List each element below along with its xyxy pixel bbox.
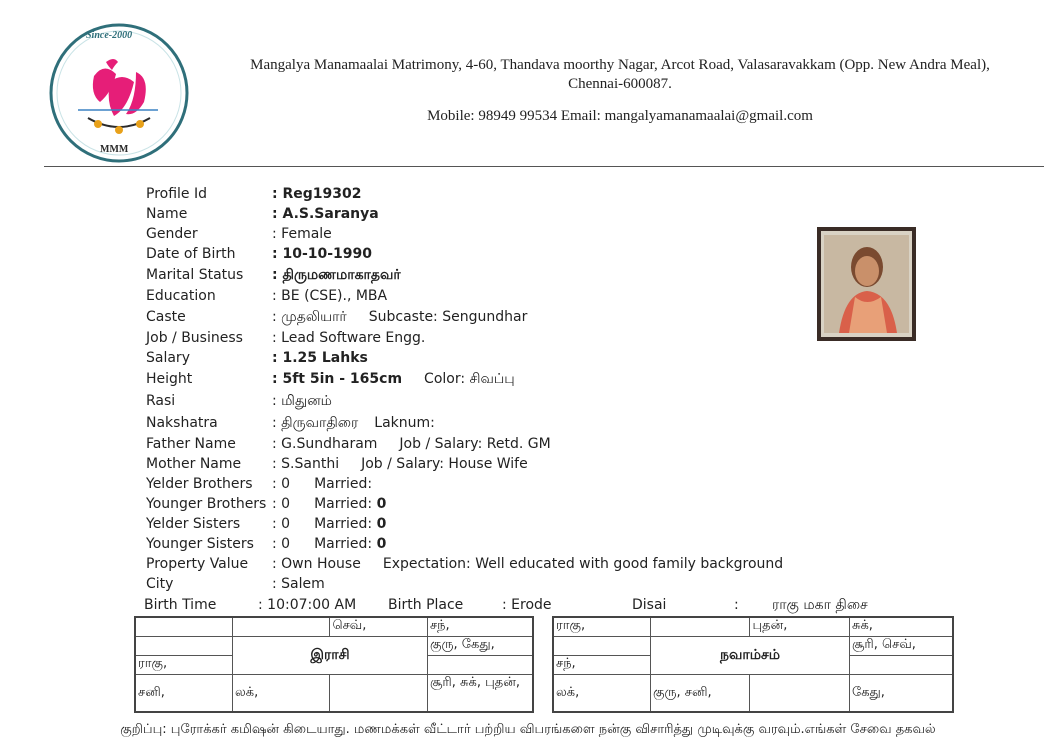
label: City <box>146 576 174 592</box>
header <box>0 0 1056 166</box>
rasi-cell: குரு, கேது, <box>427 637 533 656</box>
married-value: 0 <box>376 496 387 512</box>
label: Name <box>146 206 188 222</box>
married-label: Married: <box>314 476 373 492</box>
married-value: 0 <box>376 536 387 552</box>
label: Profile Id <box>146 186 207 202</box>
value: : திருமணமாகாதவர் <box>272 267 401 283</box>
mother-job: Job / Salary: House Wife <box>361 456 528 472</box>
navamsam-chart-title: நவாம்சம் <box>651 637 850 675</box>
value: : 5ft 5in - 165cm <box>272 371 403 387</box>
value: : G.Sundharam <box>272 436 378 452</box>
value: : 0 <box>272 516 291 532</box>
rasi-cell: ராகு, <box>135 656 233 675</box>
value: : 10-10-1990 <box>272 246 373 262</box>
rasi-cell: சந், <box>427 617 533 637</box>
navamsam-cell: சந், <box>553 656 651 675</box>
value: : Reg19302 <box>272 186 362 202</box>
navamsam-cell <box>750 675 850 713</box>
label: Salary <box>146 350 190 366</box>
rasi-cell <box>233 617 330 637</box>
navamsam-chart <box>552 616 954 713</box>
label: Nakshatra <box>146 415 218 431</box>
profile-photo <box>817 227 916 341</box>
label: Rasi <box>146 393 176 409</box>
label: Job / Business <box>146 330 243 346</box>
birth-place-label: Birth Place <box>388 597 464 613</box>
value: : முதலியார் <box>272 309 347 325</box>
disai-label: Disai <box>632 597 667 613</box>
married-label: Married: <box>314 496 373 512</box>
logo-text-top: Since-2000 <box>86 30 133 41</box>
navamsam-cell: சுக், <box>849 617 953 637</box>
label: Property Value <box>146 556 249 572</box>
label: Education <box>146 288 216 304</box>
value: : Salem <box>272 576 325 592</box>
rasi-chart <box>134 616 534 713</box>
navamsam-cell: ராகு, <box>553 617 651 637</box>
label: Date of Birth <box>146 246 236 262</box>
label: Younger Brothers <box>146 496 267 512</box>
navamsam-cell: புதன், <box>750 617 850 637</box>
rasi-chart-title: இராசி <box>233 637 428 675</box>
contact-info: Mobile: 98949 99534 Email: mangalyamanamaalai@gmail.com <box>427 108 813 124</box>
value: : Lead Software Engg. <box>272 330 426 346</box>
logo-text-bottom: MMM <box>100 144 129 155</box>
footer-note: குறிப்பு: புரோக்கர் கமிஷன் கிடையாது. மணமக்கள் வீட்டார் பற்றிய விபரங்களை நன்கு விசாரித்து முடிவுக்கு வரவும்.எங்கள் சேவை தகவல் <box>120 722 936 737</box>
disai-value: ராகு மகா திசை <box>772 597 868 613</box>
matrimony-logo <box>48 22 190 164</box>
value: : 0 <box>272 496 291 512</box>
birth-time-label: Birth Time <box>144 597 217 613</box>
father-job: Job / Salary: Retd. GM <box>399 436 551 452</box>
value: : 0 <box>272 536 291 552</box>
navamsam-cell <box>651 617 750 637</box>
value: : Own House <box>272 556 361 572</box>
address-line-1: Mangalya Manamaalai Matrimony, 4-60, Thandava moorthy Nagar, Arcot Road, Valasaravakkam (Opp. New Andra Meal), <box>250 57 990 73</box>
label: Father Name <box>146 436 236 452</box>
label: Yelder Brothers <box>146 476 253 492</box>
navamsam-cell: லக், <box>553 675 651 713</box>
disai-colon: : <box>734 597 739 613</box>
navamsam-cell: குரு, சனி, <box>651 675 750 713</box>
label: Younger Sisters <box>146 536 254 552</box>
value: : BE (CSE)., MBA <box>272 288 388 304</box>
label: Yelder Sisters <box>146 516 241 532</box>
value: : Female <box>272 226 332 242</box>
label: Marital Status <box>146 267 244 283</box>
rasi-cell <box>135 637 233 656</box>
married-label: Married: <box>314 536 373 552</box>
married-label: Married: <box>314 516 373 532</box>
married-value: 0 <box>376 516 387 532</box>
rasi-cell: செவ், <box>330 617 428 637</box>
label: Height <box>146 371 193 387</box>
value: : 1.25 Lahks <box>272 350 368 366</box>
birth-place-value: : Erode <box>502 597 552 613</box>
rasi-cell <box>135 617 233 637</box>
value: : திருவாதிரை <box>272 415 359 431</box>
value: : 0 <box>272 476 291 492</box>
navamsam-cell <box>553 637 651 656</box>
navamsam-cell <box>849 656 953 675</box>
rasi-cell: லக், <box>233 675 330 713</box>
laknum: Laknum: <box>374 415 435 431</box>
navamsam-cell: சூரி, செவ், <box>849 637 953 656</box>
value: : S.Santhi <box>272 456 340 472</box>
label: Mother Name <box>146 456 242 472</box>
label: Caste <box>146 309 186 325</box>
rasi-cell: சனி, <box>135 675 233 713</box>
rasi-cell <box>330 675 428 713</box>
rasi-cell <box>427 656 533 675</box>
address-line-2: Chennai-600087. <box>568 76 672 92</box>
expectation: Expectation: Well educated with good family background <box>382 556 784 572</box>
navamsam-cell: கேது, <box>849 675 953 713</box>
rasi-cell: சூரி, சுக், புதன், <box>427 675 533 713</box>
label: Gender <box>146 226 198 242</box>
value: : A.S.Saranya <box>272 206 379 222</box>
subcaste: Subcaste: Sengundhar <box>368 309 528 325</box>
company-address <box>210 56 1030 94</box>
value: : மிதுனம் <box>272 393 332 409</box>
birth-time-value: : 10:07:00 AM <box>258 597 357 613</box>
header-divider <box>44 166 1044 167</box>
color: Color: சிவப்பு <box>424 371 515 387</box>
